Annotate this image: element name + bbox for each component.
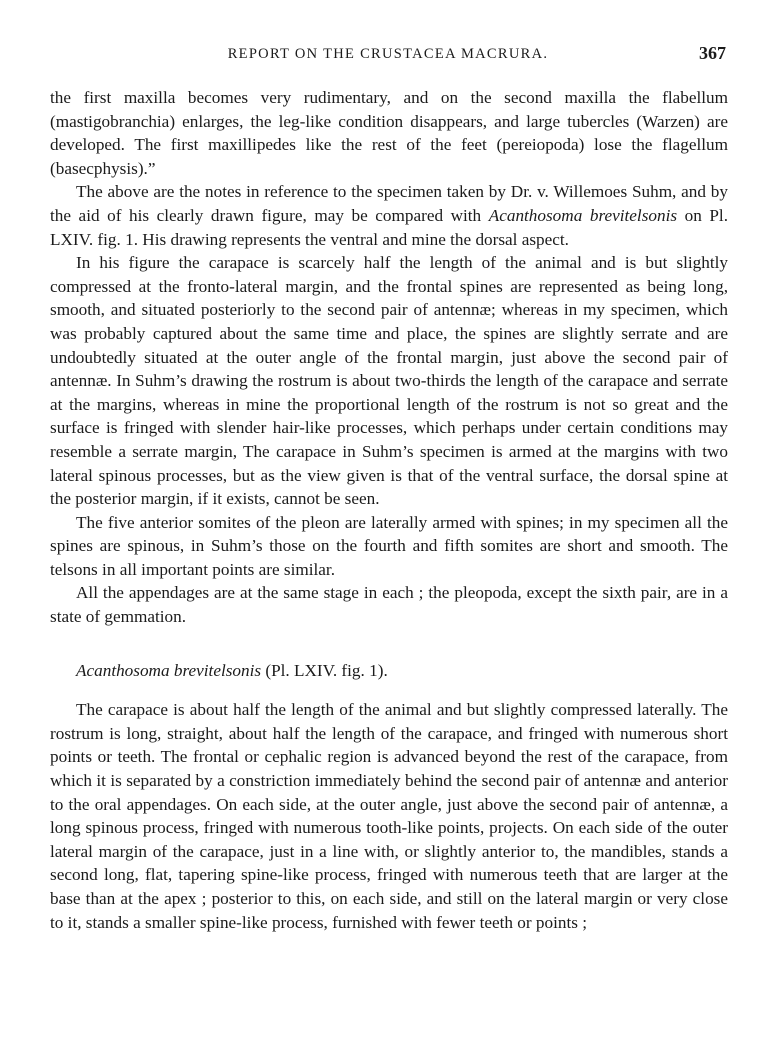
species-name: Acanthosoma brevitelsonis: [488, 205, 678, 225]
section-heading: [50, 659, 728, 683]
running-title: REPORT ON THE CRUSTACEA MACRURA.: [227, 46, 549, 62]
paragraph-continuation: [50, 86, 728, 180]
paragraph-pleon: [50, 511, 728, 582]
paragraph-text: the first maxilla becomes very rudimentary, and on the second maxilla the flabellum (mastigobranchia) enlarges, the leg-like condition disappears, and large tubercles (Warzen) are developed. The first maxillipedes like the rest of the feet (pereiopoda) lose the flagellum (basecphysis).”: [50, 88, 728, 178]
running-header: [0, 43, 776, 70]
paragraph-comparison: [50, 180, 728, 251]
paragraph-text: on Pl. LXIV. fig. 1. His drawing represents the ventral and mine the dorsal aspect.: [50, 205, 728, 249]
paragraph-text: The carapace is about half the length of the animal and but slightly compressed laterally. The rostrum is long, straight, about half the length of the carapace, and fringed with numerous short points or teeth. The frontal or cephalic region is advanced beyond the rest of the carapace, from which it is separated by a constriction immediately behind the second pair of antennæ and anterior to the oral appendages. On each side, at the outer angle, just above the second pair of antennæ, a long spinous process, fringed with numerous tooth-like points, projects. On each side of the outer lateral margin of the carapace, just in a line with, or slightly anterior to, the mandibles, stands a second long, flat, tapering spine-like process, fringed with numerous teeth that are larger at the base than at the apex ; posterior to this, on each side, and still on the lateral margin or very close to it, stands a smaller spine-like process, furnished with fewer teeth or points ;: [50, 700, 728, 932]
species-name: Acanthosoma brevitelsonis: [76, 660, 262, 680]
paragraph-figure: [50, 251, 728, 511]
paragraph-description: [50, 698, 728, 934]
heading-reference: (Pl. LXIV. fig. 1).: [261, 660, 388, 680]
body-text: [50, 86, 728, 934]
paragraph-text: The five anterior somites of the pleon are laterally armed with spines; in my specimen all the spines are spinous, in Suhm’s those on the fourth and fifth somites are short and smooth. The telsons in all important points are similar.: [50, 512, 728, 579]
page-number: 367: [699, 43, 726, 63]
paragraph-text: All the appendages are at the same stage in each ; the pleopoda, except the sixth pair, are in a state of gemmation.: [50, 583, 728, 627]
paragraph-text: In his figure the carapace is scarcely half the length of the animal and is but slightly compressed at the fronto-lateral margin, and the frontal spines are represented as being long, smooth, and situated posteriorly to the second pair of antennæ; whereas in my specimen, which was probably captured about the same time and place, the spines are slightly serrate and are undoubtedly situated at the outer angle of the frontal margin, just above the second pair of antennæ. In Suhm’s drawing the rostrum is about two-thirds the length of the carapace and serrate at the margins, whereas in mine the proportional length of the rostrum is not so great and the surface is fringed with slender hair-like processes, which perhaps under certain conditions may resemble a serrate margin, The carapace in Suhm’s specimen is armed at the margins with two lateral spinous processes, but as the view given is that of the ventral surface, the dorsal spine at the posterior margin, if it exists, cannot be seen.: [50, 253, 728, 509]
paragraph-text: The above are the notes in reference to the specimen taken by Dr. v. Willemoes Suhm, and by the aid of his clearly drawn figure, may be compared with: [50, 182, 728, 225]
paragraph-appendages: [50, 581, 728, 628]
